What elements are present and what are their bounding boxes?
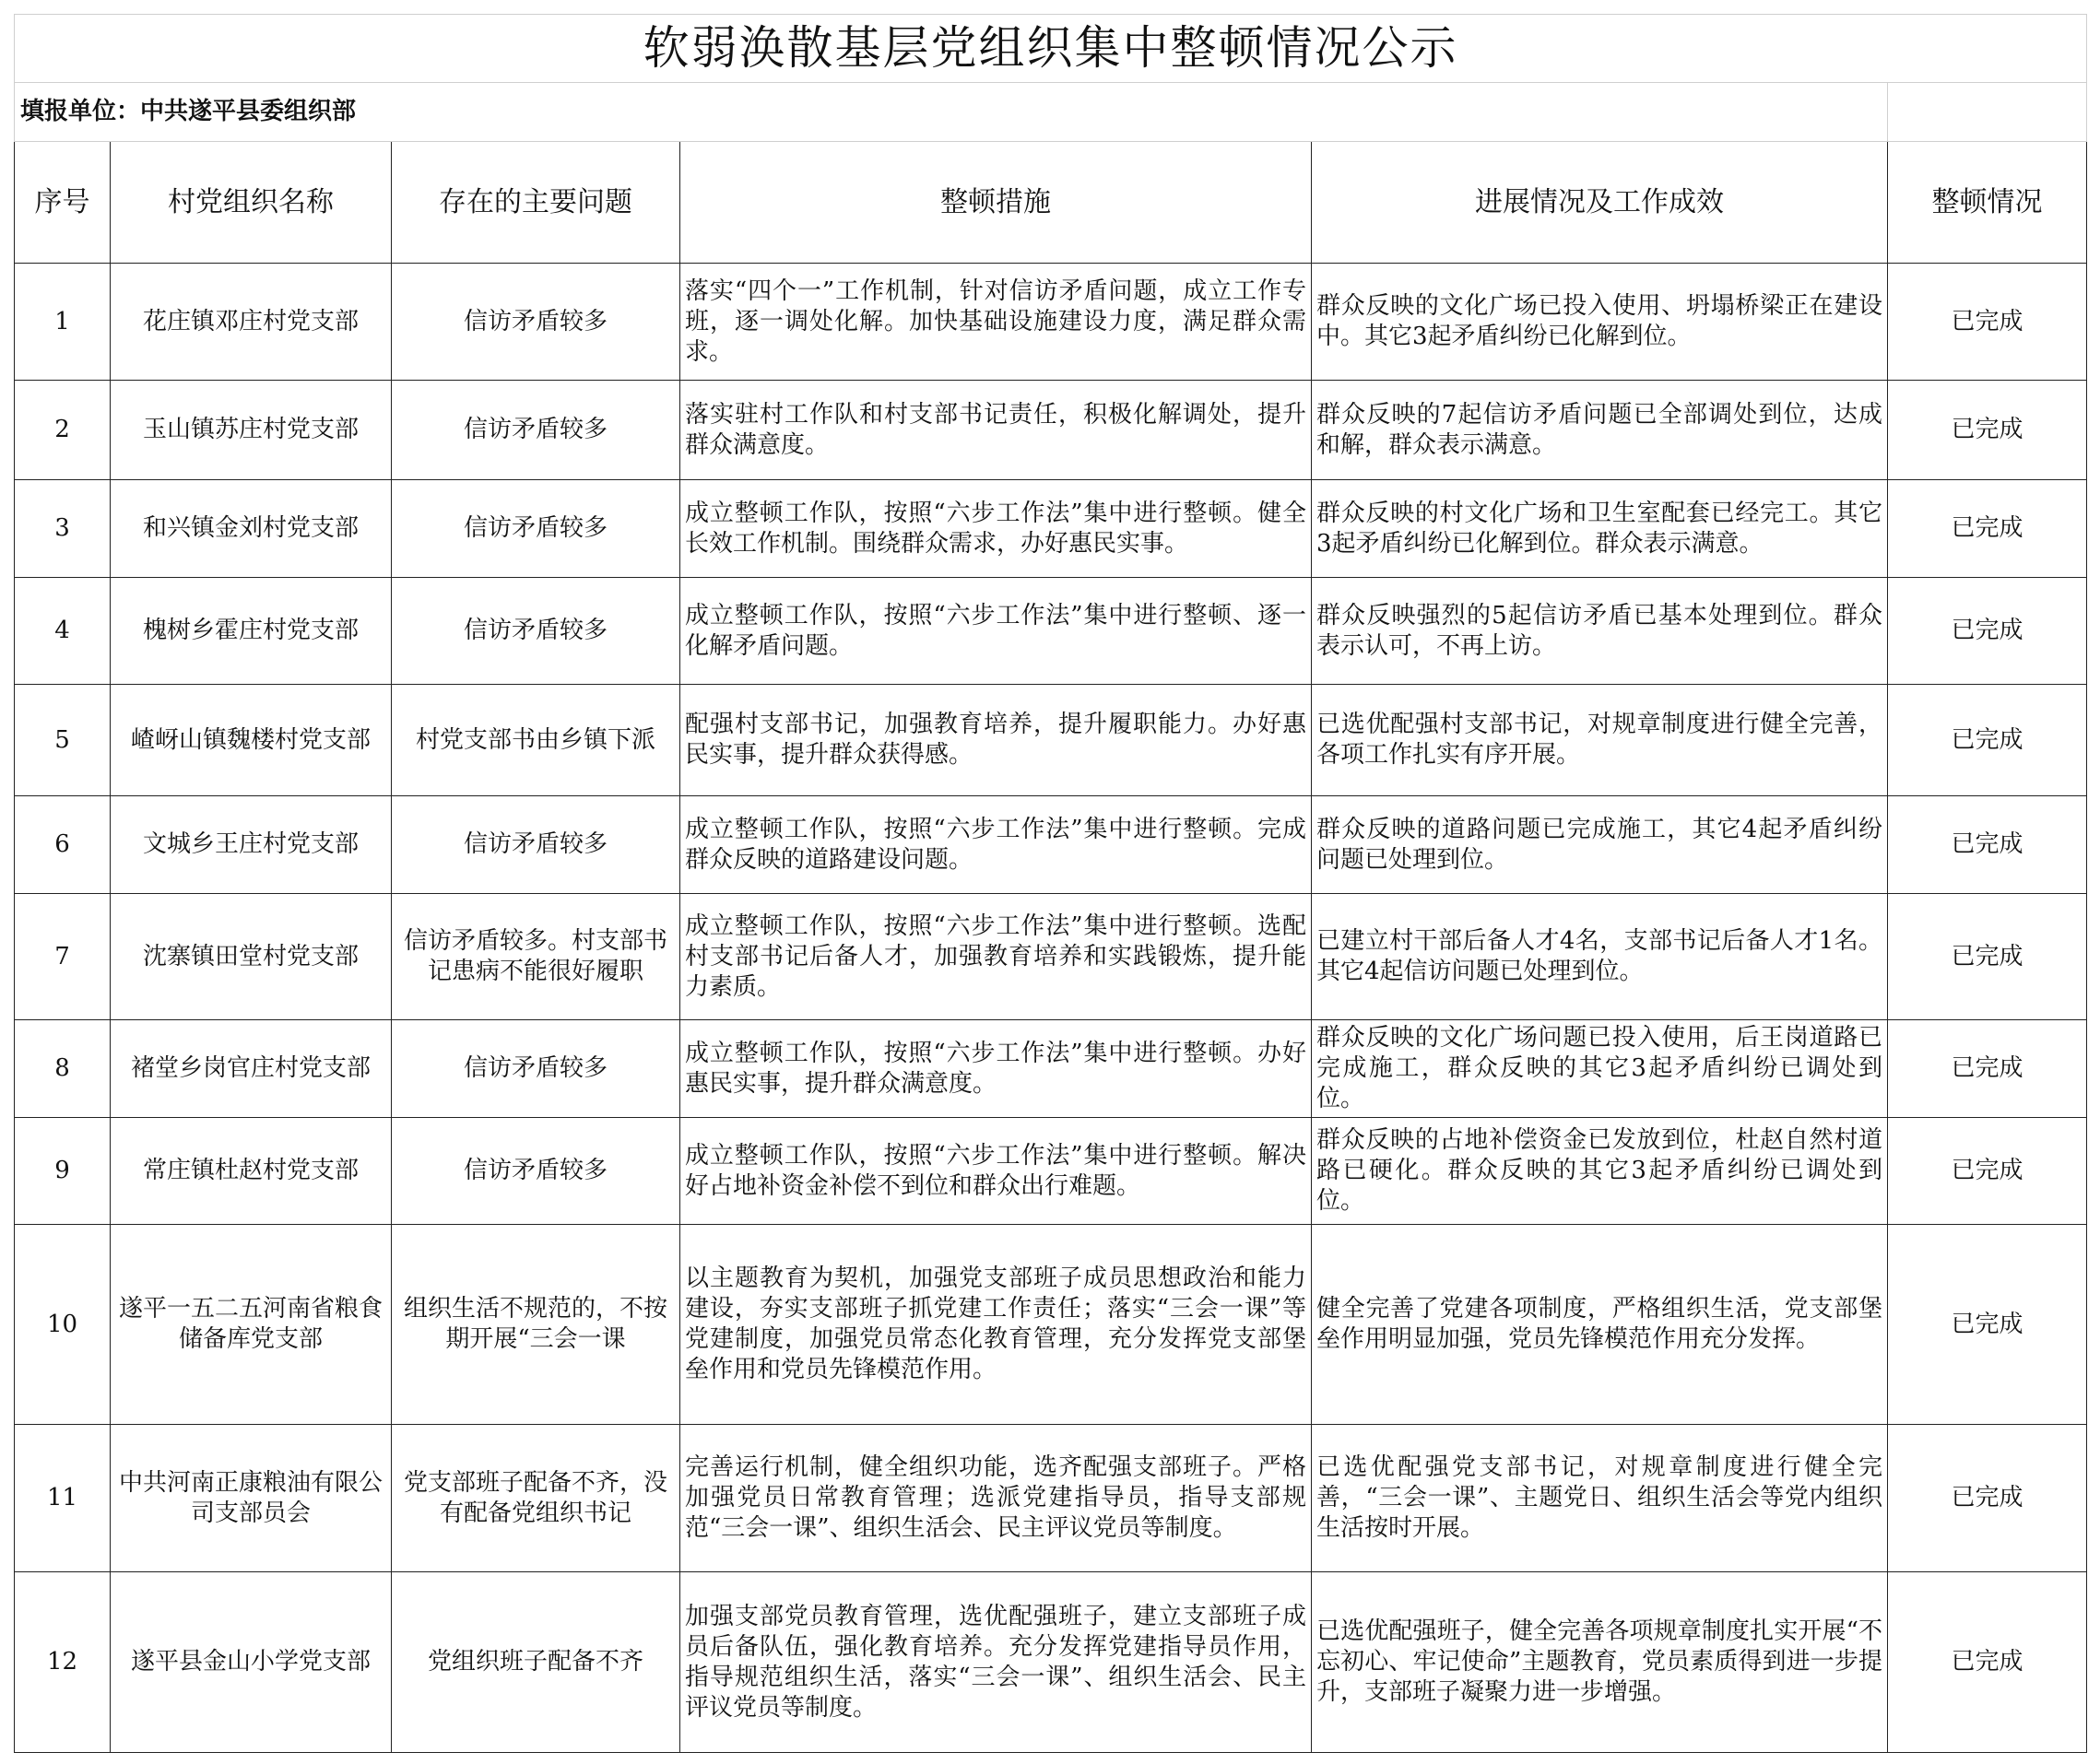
row-number-cell: 1: [15, 264, 111, 381]
main-problem-cell: 信访矛盾较多。村支部书记患病不能很好履职: [392, 894, 680, 1020]
main-problem-cell: 组织生活不规范的，不按期开展“三会一课: [392, 1225, 680, 1425]
main-problem-cell: 信访矛盾较多: [392, 264, 680, 381]
rectification-measures-cell: 成立整顿工作队，按照“六步工作法”集中进行整顿。健全长效工作机制。围绕群众需求，办好惠民实事。: [680, 480, 1312, 578]
progress-results-cell: 群众反映的7起信访矛盾问题已全部调处到位，达成和解，群众表示满意。: [1312, 381, 1888, 480]
status-cell: 已完成: [1888, 264, 2087, 381]
main-problem-cell: 信访矛盾较多: [392, 578, 680, 685]
status-cell: 已完成: [1888, 480, 2087, 578]
progress-results-cell: 群众反映的文化广场已投入使用、坍塌桥梁正在建设中。其它3起矛盾纠纷已化解到位。: [1312, 264, 1888, 381]
status-cell: 已完成: [1888, 1118, 2087, 1225]
publicity-table: [14, 14, 2087, 1753]
org-name-cell: 花庄镇邓庄村党支部: [111, 264, 392, 381]
unit-blank-cell: [1888, 83, 2087, 142]
progress-results-cell: 已建立村干部后备人才4名，支部书记后备人才1名。其它4起信访问题已处理到位。: [1312, 894, 1888, 1020]
rectification-measures-cell: 成立整顿工作队，按照“六步工作法”集中进行整顿。办好惠民实事，提升群众满意度。: [680, 1020, 1312, 1118]
org-name-cell: 遂平一五二五河南省粮食储备库党支部: [111, 1225, 392, 1425]
status-cell: 已完成: [1888, 796, 2087, 894]
header-measures: 整顿措施: [680, 142, 1312, 264]
status-cell: 已完成: [1888, 578, 2087, 685]
row-number-cell: 12: [15, 1572, 111, 1753]
table-row: [15, 894, 2087, 1020]
rectification-measures-cell: 配强村支部书记，加强教育培养，提升履职能力。办好惠民实事，提升群众获得感。: [680, 685, 1312, 796]
main-problem-cell: 信访矛盾较多: [392, 1020, 680, 1118]
row-number-cell: 9: [15, 1118, 111, 1225]
table-row: [15, 480, 2087, 578]
progress-results-cell: 已选优配强村支部书记，对规章制度进行健全完善，各项工作扎实有序开展。: [1312, 685, 1888, 796]
row-number-cell: 7: [15, 894, 111, 1020]
table-row: [15, 578, 2087, 685]
header-no: 序号: [15, 142, 111, 264]
table-row: [15, 1425, 2087, 1572]
org-name-cell: 常庄镇杜赵村党支部: [111, 1118, 392, 1225]
table-row: [15, 1118, 2087, 1225]
row-number-cell: 8: [15, 1020, 111, 1118]
org-name-cell: 和兴镇金刘村党支部: [111, 480, 392, 578]
status-cell: 已完成: [1888, 685, 2087, 796]
row-number-cell: 5: [15, 685, 111, 796]
progress-results-cell: 群众反映的占地补偿资金已发放到位，杜赵自然村道路已硬化。群众反映的其它3起矛盾纠纷已调处到位。: [1312, 1118, 1888, 1225]
row-number-cell: 10: [15, 1225, 111, 1425]
org-name-cell: 玉山镇苏庄村党支部: [111, 381, 392, 480]
table-row: [15, 381, 2087, 480]
org-name-cell: 中共河南正康粮油有限公司支部员会: [111, 1425, 392, 1572]
main-problem-cell: 村党支部书由乡镇下派: [392, 685, 680, 796]
rectification-measures-cell: 成立整顿工作队，按照“六步工作法”集中进行整顿、逐一化解矛盾问题。: [680, 578, 1312, 685]
reporting-unit: 填报单位：中共遂平县委组织部: [15, 83, 1888, 142]
rectification-measures-cell: 完善运行机制，健全组织功能，选齐配强支部班子。严格加强党员日常教育管理；选派党建指导员，指导支部规范“三会一课”、组织生活会、民主评议党员等制度。: [680, 1425, 1312, 1572]
org-name-cell: 褚堂乡岗官庄村党支部: [111, 1020, 392, 1118]
status-cell: 已完成: [1888, 1020, 2087, 1118]
row-number-cell: 3: [15, 480, 111, 578]
row-number-cell: 6: [15, 796, 111, 894]
rectification-measures-cell: 成立整顿工作队，按照“六步工作法”集中进行整顿。选配村支部书记后备人才，加强教育培养和实践锻炼，提升能力素质。: [680, 894, 1312, 1020]
org-name-cell: 遂平县金山小学党支部: [111, 1572, 392, 1753]
progress-results-cell: 群众反映的文化广场问题已投入使用，后王岗道路已完成施工，群众反映的其它3起矛盾纠纷已调处到位。: [1312, 1020, 1888, 1118]
status-cell: 已完成: [1888, 381, 2087, 480]
main-problem-cell: 信访矛盾较多: [392, 381, 680, 480]
header-org-name: 村党组织名称: [111, 142, 392, 264]
status-cell: 已完成: [1888, 1225, 2087, 1425]
rectification-measures-cell: 落实“四个一”工作机制，针对信访矛盾问题，成立工作专班，逐一调处化解。加快基础设施建设力度，满足群众需求。: [680, 264, 1312, 381]
org-name-cell: 嵖岈山镇魏楼村党支部: [111, 685, 392, 796]
progress-results-cell: 已选优配强党支部书记，对规章制度进行健全完善，“三会一课”、主题党日、组织生活会等党内组织生活按时开展。: [1312, 1425, 1888, 1572]
status-cell: 已完成: [1888, 894, 2087, 1020]
table-row: [15, 264, 2087, 381]
row-number-cell: 2: [15, 381, 111, 480]
status-cell: 已完成: [1888, 1572, 2087, 1753]
rectification-measures-cell: 成立整顿工作队，按照“六步工作法”集中进行整顿。完成群众反映的道路建设问题。: [680, 796, 1312, 894]
header-problem: 存在的主要问题: [392, 142, 680, 264]
org-name-cell: 文城乡王庄村党支部: [111, 796, 392, 894]
main-problem-cell: 信访矛盾较多: [392, 796, 680, 894]
progress-results-cell: 群众反映的道路问题已完成施工，其它4起矛盾纠纷问题已处理到位。: [1312, 796, 1888, 894]
table-row: [15, 685, 2087, 796]
main-problem-cell: 党支部班子配备不齐，没有配备党组织书记: [392, 1425, 680, 1572]
org-name-cell: 槐树乡霍庄村党支部: [111, 578, 392, 685]
row-number-cell: 4: [15, 578, 111, 685]
rectification-measures-cell: 加强支部党员教育管理，选优配强班子，建立支部班子成员后备队伍，强化教育培养。充分发挥党建指导员作用，指导规范组织生活，落实“三会一课”、组织生活会、民主评议党员等制度。: [680, 1572, 1312, 1753]
rectification-measures-cell: 落实驻村工作队和村支部书记责任，积极化解调处，提升群众满意度。: [680, 381, 1312, 480]
main-problem-cell: 信访矛盾较多: [392, 480, 680, 578]
table-row: [15, 796, 2087, 894]
table-row: [15, 1572, 2087, 1753]
table-row: [15, 1020, 2087, 1118]
progress-results-cell: 群众反映的村文化广场和卫生室配套已经完工。其它3起矛盾纠纷已化解到位。群众表示满意。: [1312, 480, 1888, 578]
status-cell: 已完成: [1888, 1425, 2087, 1572]
header-progress: 进展情况及工作成效: [1312, 142, 1888, 264]
header-status: 整顿情况: [1888, 142, 2087, 264]
progress-results-cell: 群众反映强烈的5起信访矛盾已基本处理到位。群众表示认可，不再上访。: [1312, 578, 1888, 685]
table-row: [15, 1225, 2087, 1425]
main-problem-cell: 信访矛盾较多: [392, 1118, 680, 1225]
rectification-measures-cell: 成立整顿工作队，按照“六步工作法”集中进行整顿。解决好占地补资金补偿不到位和群众出行难题。: [680, 1118, 1312, 1225]
org-name-cell: 沈寨镇田堂村党支部: [111, 894, 392, 1020]
row-number-cell: 11: [15, 1425, 111, 1572]
page-title: 软弱涣散基层党组织集中整顿情况公示: [15, 15, 2087, 83]
progress-results-cell: 已选优配强班子，健全完善各项规章制度扎实开展“不忘初心、牢记使命”主题教育，党员素质得到进一步提升，支部班子凝聚力进一步增强。: [1312, 1572, 1888, 1753]
rectification-measures-cell: 以主题教育为契机，加强党支部班子成员思想政治和能力建设，夯实支部班子抓党建工作责任；落实“三会一课”等党建制度，加强党员常态化教育管理，充分发挥党支部堡垒作用和党员先锋模范作用。: [680, 1225, 1312, 1425]
progress-results-cell: 健全完善了党建各项制度，严格组织生活，党支部堡垒作用明显加强，党员先锋模范作用充分发挥。: [1312, 1225, 1888, 1425]
main-problem-cell: 党组织班子配备不齐: [392, 1572, 680, 1753]
